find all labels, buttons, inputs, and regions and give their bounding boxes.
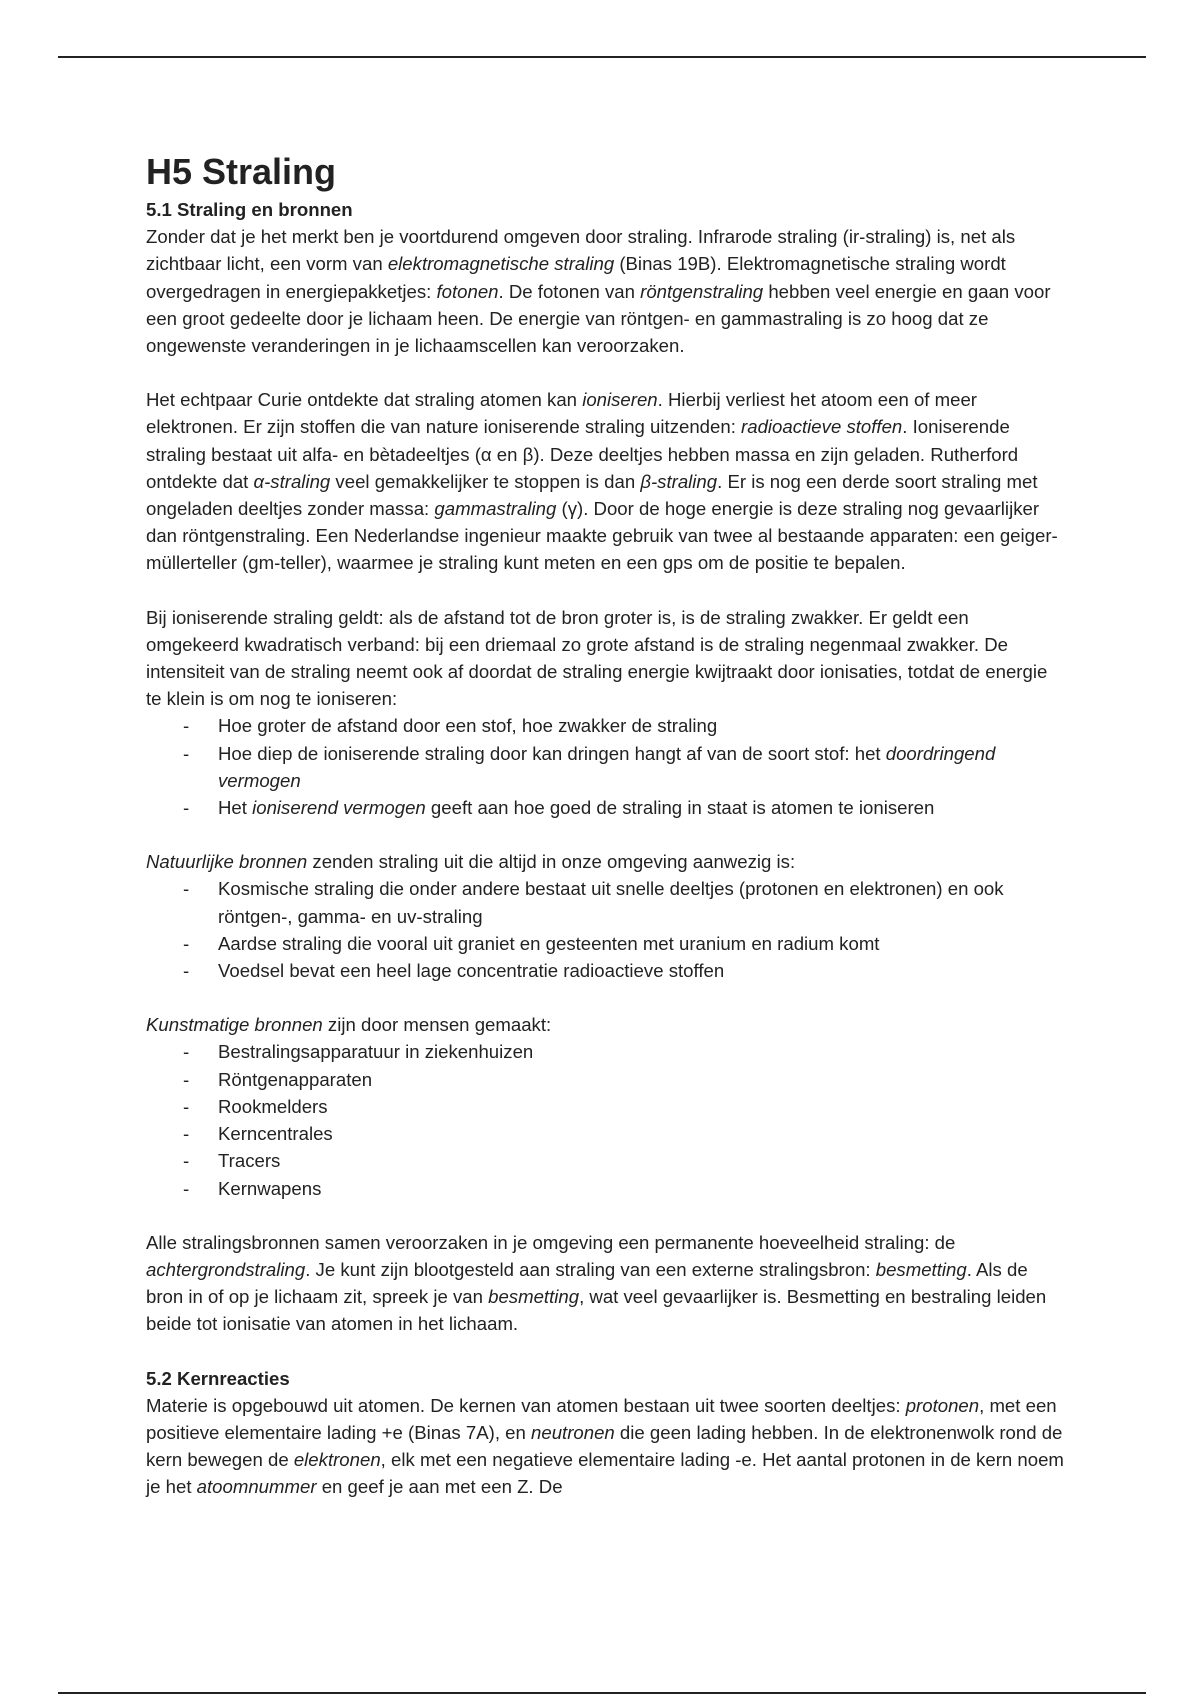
list-item: - Tracers <box>218 1147 1066 1174</box>
paragraph: Bij ioniserende straling geldt: als de afstand tot de bron groter is, is de straling zwakker. Er geldt een omgekeerd kwadratisch verband: bij een driemaal zo grote afstand is de straling negenmaal zwakker. De intensiteit van de straling neemt ook af doordat de straling energie kwijtraakt door ionisaties, totdat de energie te klein is om nog te ioniseren: <box>146 606 1048 710</box>
emphasized-term: gammastraling <box>434 498 557 520</box>
list-item: - Kernwapens <box>218 1175 1066 1202</box>
paragraph: Kunstmatige bronnen zijn door mensen gemaakt: <box>146 1014 552 1036</box>
emphasized-term: β-straling <box>640 470 718 492</box>
emphasized-term: α-straling <box>253 470 331 492</box>
emphasized-term: achtergrondstraling <box>146 1258 306 1280</box>
list-item: - Kerncentrales <box>218 1120 1066 1147</box>
emphasized-term: fotonen <box>436 280 499 302</box>
emphasized-term: neutronen <box>531 1421 615 1443</box>
emphasized-term: Natuurlijke bronnen <box>146 851 308 873</box>
emphasized-term: elektromagnetische straling <box>387 253 615 275</box>
document-body <box>146 150 1066 1501</box>
bullet-list <box>146 712 1066 821</box>
header-rule <box>58 56 1146 58</box>
emphasized-term: ioniseren <box>582 389 658 411</box>
spacer <box>146 1202 1066 1229</box>
list-item: - Hoe groter de afstand door een stof, hoe zwakker de straling <box>218 712 1066 739</box>
list-item: - Bestralingsapparatuur in ziekenhuizen <box>218 1038 1066 1065</box>
emphasized-term: ioniserend vermogen <box>252 797 426 819</box>
spacer <box>146 359 1066 386</box>
bullet-list <box>146 1038 1066 1201</box>
paragraph: Natuurlijke bronnen zenden straling uit die altijd in onze omgeving aanwezig is: <box>146 851 796 873</box>
spacer <box>146 1338 1066 1365</box>
emphasized-term: atoomnummer <box>196 1476 317 1498</box>
emphasized-term: protonen <box>905 1394 980 1416</box>
spacer <box>146 984 1066 1011</box>
emphasized-term: Kunstmatige bronnen <box>146 1014 323 1036</box>
emphasized-term: besmetting <box>488 1286 580 1308</box>
emphasized-term: besmetting <box>875 1258 967 1280</box>
emphasized-term: radioactieve stoffen <box>741 416 903 438</box>
spacer <box>146 821 1066 848</box>
list-item: - Röntgenapparaten <box>218 1066 1066 1093</box>
footer-rule <box>58 1692 1146 1694</box>
list-item: - Kosmische straling die onder andere bestaat uit snelle deeltjes (protonen en elektronen) en ook röntgen-, gamma- en uv-straling <box>218 875 1066 929</box>
paragraph: Het echtpaar Curie ontdekte dat straling atomen kan ioniseren. Hierbij verliest het atoom een of meer elektronen. Er zijn stoffen die van nature ioniserende straling uitzenden: radioactieve stoffen. Ioniserende straling bestaat uit alfa- en bètadeeltjes (α en β). Deze deeltjes hebben massa en zijn geladen. Rutherford ontdekte dat α-straling veel gemakkelijker te stoppen is dan β-straling. Er is nog een derde soort straling met ongeladen deeltjes zonder massa: gammastraling (γ). Door de hoge energie is deze straling nog gevaarlijker dan röntgenstraling. Een Nederlandse ingenieur maakte gebruik van twee al bestaande apparaten: een geiger-müllerteller (gm-teller), waarmee je straling kunt meten en een gps om de positie te bepalen. <box>146 389 1058 574</box>
paragraph: Materie is opgebouwd uit atomen. De kernen van atomen bestaan uit twee soorten deeltjes: protonen, met een positieve elementaire lading +e (Binas 7A), en neutronen die geen lading hebben. In de elektronenwolk rond de kern bewegen de elektronen, elk met een negatieve elementaire lading -e. Het aantal protonen in de kern noem je het atoomnummer en geef je aan met een Z. De <box>146 1394 1064 1498</box>
list-item: - Voedsel bevat een heel lage concentratie radioactieve stoffen <box>218 957 1066 984</box>
list-item: - Hoe diep de ioniserende straling door kan dringen hangt af van de soort stof: het doordringend vermogen <box>218 740 1066 794</box>
section-heading-5-1: 5.1 Straling en bronnen <box>146 199 353 220</box>
emphasized-term: röntgenstraling <box>640 280 764 302</box>
emphasized-term: elektronen <box>293 1449 381 1471</box>
paragraph: Alle stralingsbronnen samen veroorzaken in je omgeving een permanente hoeveelheid straling: de achtergrondstraling. Je kunt zijn blootgesteld aan straling van een externe stralingsbron: besmetting. Als de bron in of op je lichaam zit, spreek je van besmetting, wat veel gevaarlijker is. Besmetting en bestraling leiden beide tot ionisatie van atomen in het lichaam. <box>146 1231 1047 1335</box>
list-item: - Rookmelders <box>218 1093 1066 1120</box>
bullet-list <box>146 875 1066 984</box>
paragraph: Zonder dat je het merkt ben je voortdurend omgeven door straling. Infrarode straling (ir-straling) is, net als zichtbaar licht, een vorm van elektromagnetische straling (Binas 19B). Elektromagnetische straling wordt overgedragen in energiepakketjes: fotonen. De fotonen van röntgenstraling hebben veel energie en gaan voor een groot gedeelte door je lichaam heen. De energie van röntgen- en gammastraling is zo hoog dat ze ongewenste veranderingen in je lichaamscellen kan veroorzaken. <box>146 226 1051 357</box>
spacer <box>146 577 1066 604</box>
emphasized-term: doordringend vermogen <box>218 742 996 791</box>
list-item: - Het ioniserend vermogen geeft aan hoe goed de straling in staat is atomen te ioniseren <box>218 794 1066 821</box>
list-item: - Aardse straling die vooral uit graniet en gesteenten met uranium en radium komt <box>218 930 1066 957</box>
page-title: H5 Straling <box>146 151 337 192</box>
section-heading-5-2: 5.2 Kernreacties <box>146 1367 290 1389</box>
